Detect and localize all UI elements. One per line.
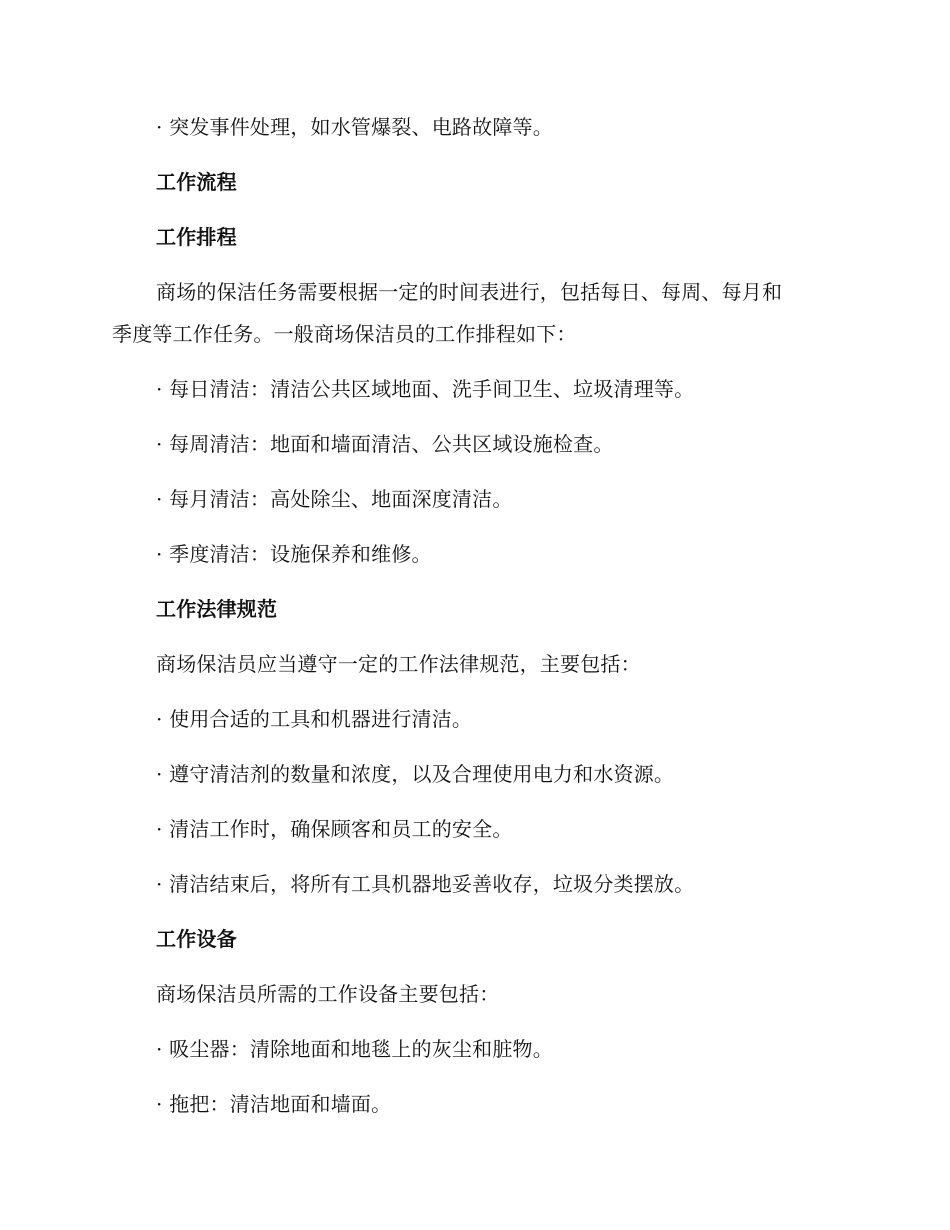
schedule-paragraph-line1: 商场的保洁任务需要根据一定的时间表进行，包括每日、每周、每月和 [156,280,783,304]
equipment-bullet-mop: · 拖把：清洁地面和墙面。 [156,1092,392,1116]
legal-bullet-tools: · 使用合适的工具和机器进行清洁。 [156,707,473,731]
legal-bullet-detergent: · 遵守清洁剂的数量和浓度，以及合理使用电力和水资源。 [156,762,675,786]
equipment-paragraph: 商场保洁员所需的工作设备主要包括： [156,982,500,1006]
legal-bullet-storage: · 清洁结束后，将所有工具机器地妥善收存，垃圾分类摆放。 [156,872,695,896]
schedule-bullet-quarterly: · 季度清洁：设施保养和维修。 [156,542,432,566]
intro-bullet: · 突发事件处理，如水管爆裂、电路故障等。 [156,115,553,139]
equipment-bullet-vacuum: · 吸尘器：清除地面和地毯上的灰尘和脏物。 [156,1037,553,1061]
workflow-heading: 工作流程 [156,170,237,194]
legal-heading: 工作法律规范 [156,597,278,621]
schedule-bullet-weekly: · 每周清洁：地面和墙面清洁、公共区域设施检查。 [156,432,614,456]
schedule-bullet-daily: · 每日清洁：清洁公共区域地面、洗手间卫生、垃圾清理等。 [156,377,695,401]
schedule-paragraph-line2: 季度等工作任务。一般商场保洁员的工作排程如下： [112,322,577,346]
schedule-bullet-monthly: · 每月清洁：高处除尘、地面深度清洁。 [156,487,513,511]
legal-paragraph: 商场保洁员应当遵守一定的工作法律规范，主要包括： [156,652,641,676]
equipment-heading: 工作设备 [156,927,237,951]
legal-bullet-safety: · 清洁工作时，确保顾客和员工的安全。 [156,817,513,841]
schedule-heading: 工作排程 [156,225,237,249]
